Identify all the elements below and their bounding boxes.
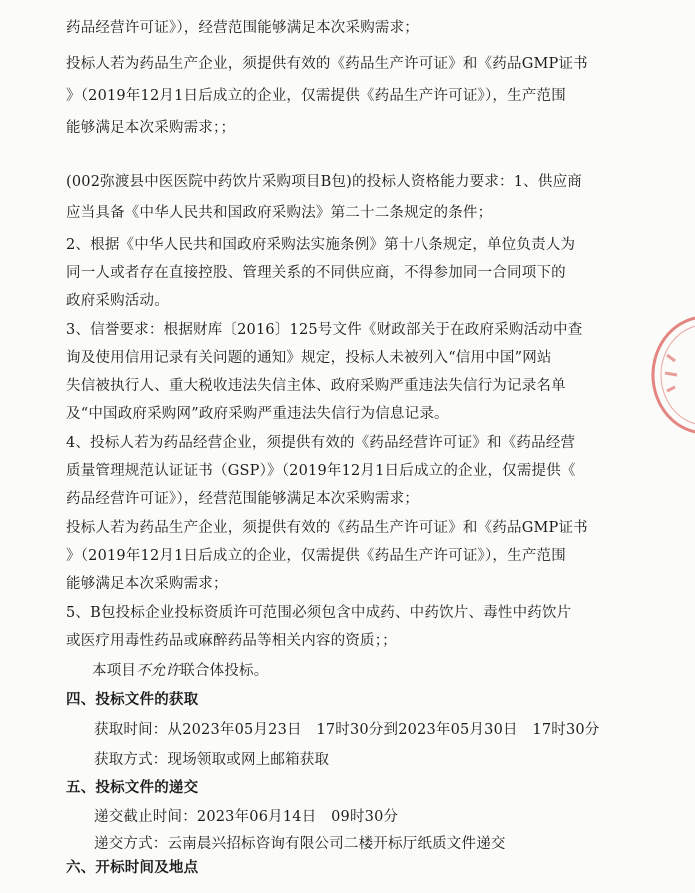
text-line: 2、根据《中华人民共和国政府采购法实施条例》第十八条规定，单位负责人为: [66, 237, 576, 253]
text-line: 》（2019年12月1日后成立的企业，仅需提供《药品生产许可证》），生产范围: [66, 548, 566, 564]
text-line: 5、B包投标企业投标资质许可范围必须包含中成药、中药饮片、毒性中药饮片: [66, 605, 572, 621]
section-5-method: 递交方式：云南晨兴招标咨询有限公司二楼开标厅纸质文件递交: [94, 836, 506, 852]
text-line: 应当具备《中华人民共和国政府采购法》第二十二条规定的条件；: [66, 205, 493, 221]
section-4-heading: 四、投标文件的获取: [66, 692, 199, 708]
text-line: 政府采购活动。: [66, 293, 169, 309]
text-line: 投标人若为药品生产企业，须提供有效的《药品生产许可证》和《药品GMP证书: [66, 520, 588, 536]
section-4-method: 获取方式：现场领取或网上邮箱获取: [94, 752, 330, 768]
section-5-heading: 五、投标文件的递交: [66, 780, 199, 796]
text-line: 或医疗用毒性药品或麻醉药品等相关内容的资质；；: [66, 633, 397, 649]
text-line: 投标人若为药品生产企业，须提供有效的《药品生产许可证》和《药品GMP证书: [66, 56, 588, 72]
consortium-note: [92, 661, 672, 681]
text-line: 药品经营许可证》），经营范围能够满足本次采购需求；: [66, 20, 419, 36]
section-6-heading: 六、开标时间及地点: [66, 860, 199, 876]
consortium-prefix: 本项目: [92, 663, 137, 679]
red-seal-stamp-icon: [645, 315, 695, 435]
text-line: 询及使用信用记录有关问题的通知》规定，投标人未被列入“信用中国”网站: [66, 350, 552, 366]
text-line: 4、投标人若为药品经营企业，须提供有效的《药品经营许可证》和《药品经营: [66, 435, 576, 451]
text-line: 3、信誉要求：根据财库〔2016〕125号文件《财政部关于在政府采购活动中查: [66, 322, 583, 338]
consortium-emph: 不允许: [136, 663, 181, 679]
text-line: 同一人或者存在直接控股、管理关系的不同供应商，不得参加同一合同项下的: [66, 265, 566, 281]
text-line: 药品经营许可证》），经营范围能够满足本次采购需求；: [66, 491, 419, 507]
text-line: (002弥渡县中医医院中药饮片采购项目B包)的投标人资格能力要求：1、供应商: [66, 174, 582, 190]
text-line: 质量管理规范认证证书（GSP）》（2019年12月1日后成立的企业，仅需提供《: [66, 463, 576, 479]
text-line: 失信被执行人、重大税收违法失信主体、政府采购严重违法失信行为记录名单: [66, 378, 566, 394]
text-line: 及“中国政府采购网”政府采购严重违法失信行为信息记录。: [66, 406, 449, 422]
text-line: 能够满足本次采购需求；；: [66, 120, 236, 136]
text-line: 能够满足本次采购需求；: [66, 576, 228, 592]
text-line: 》（2019年12月1日后成立的企业，仅需提供《药品生产许可证》），生产范围: [66, 88, 566, 104]
consortium-suffix: 联合体投标。: [180, 663, 269, 679]
section-5-deadline: 递交截止时间：2023年06月14日 09时30分: [94, 809, 399, 825]
section-4-time: 获取时间：从2023年05月23日 17时30分到2023年05月30日 17时30分: [94, 722, 600, 738]
